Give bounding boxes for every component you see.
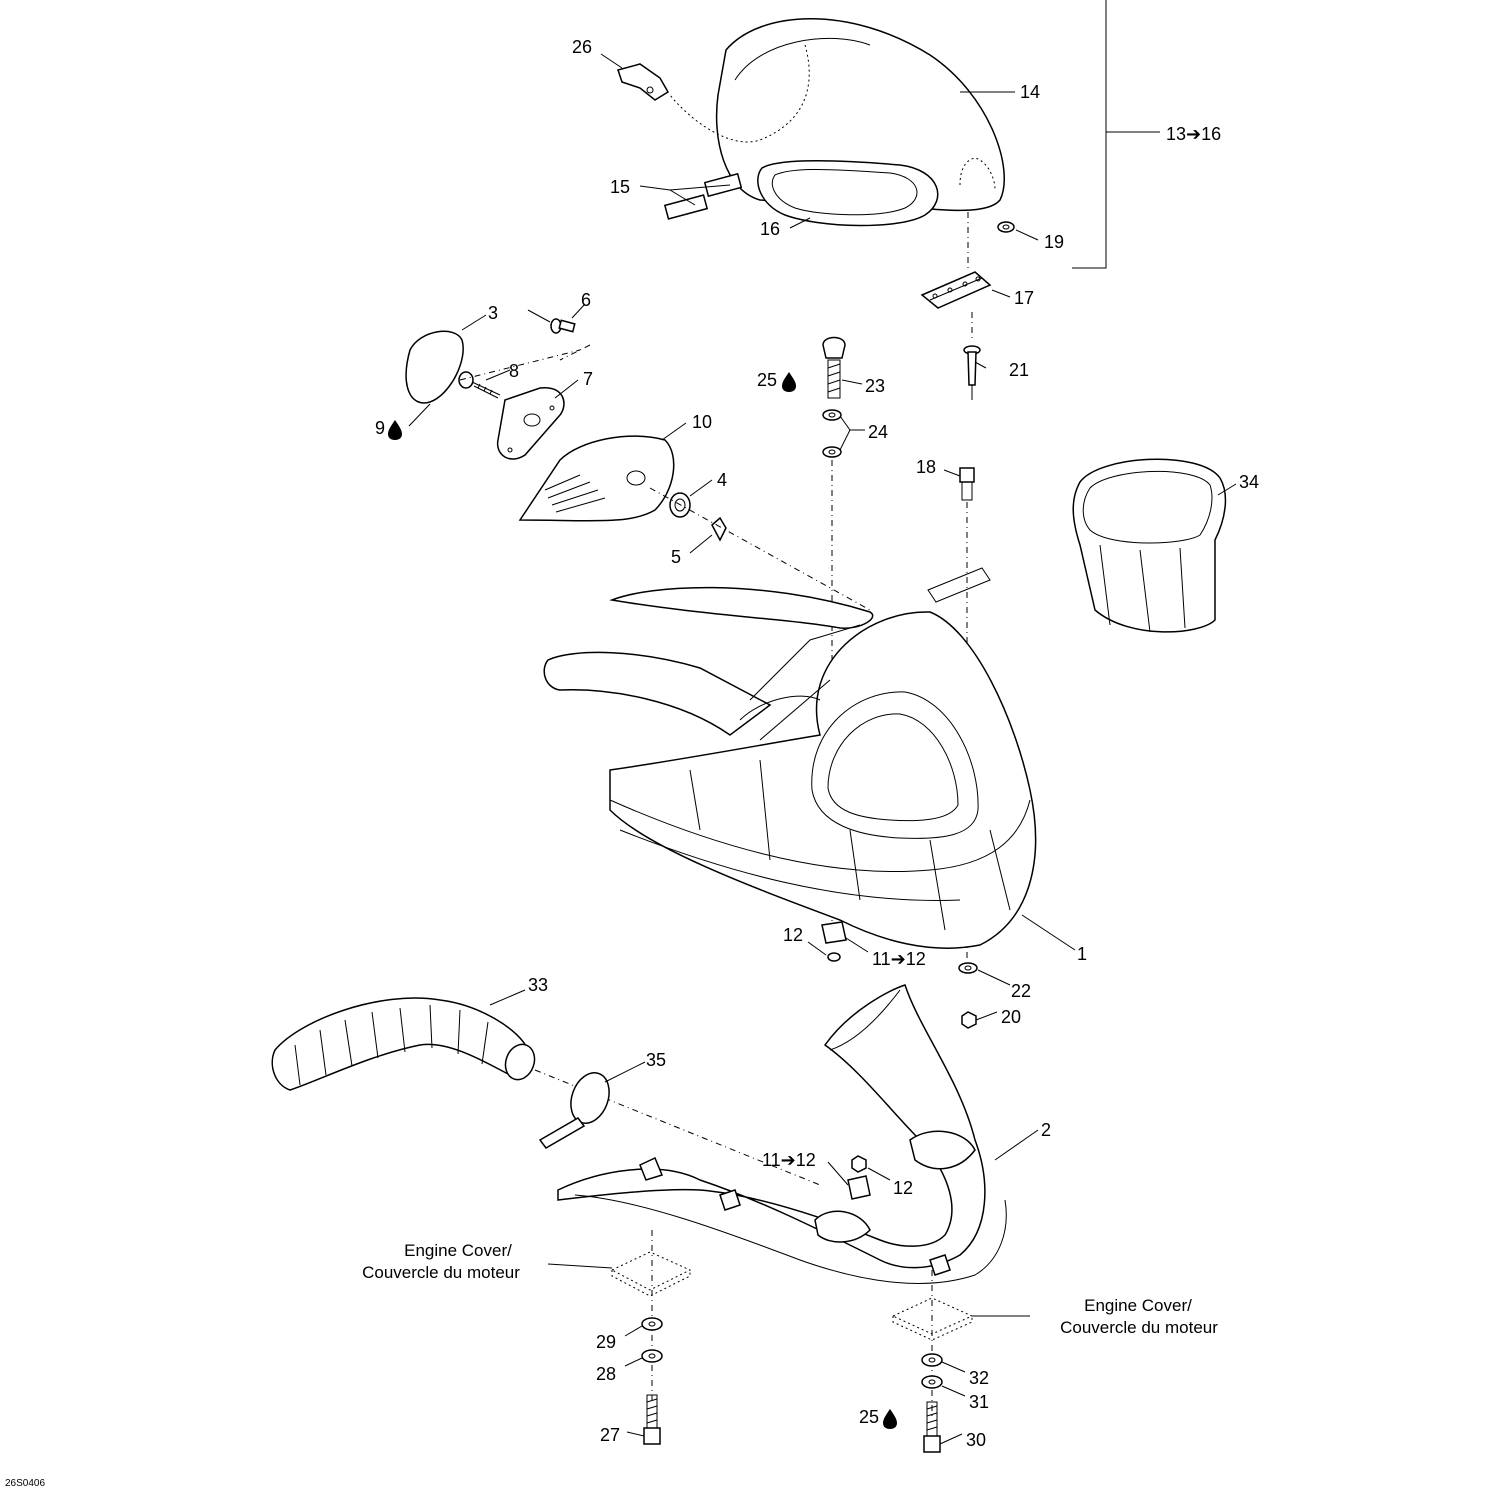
- callout-25-upper: 25: [757, 370, 778, 390]
- engine-cover-note-right: [1060, 1296, 1218, 1337]
- callout-4: 4: [717, 470, 728, 490]
- callout-27: 27: [600, 1425, 621, 1445]
- part-1-front-cover: [544, 588, 1035, 949]
- callout-14: 14: [1020, 82, 1041, 102]
- callout-5: 5: [671, 547, 682, 567]
- callout-13-16: 13➔16: [1166, 124, 1222, 144]
- callout-6: 6: [581, 290, 592, 310]
- callout-11-12-lower: 11➔12: [762, 1150, 816, 1170]
- callout-35: 35: [646, 1050, 667, 1070]
- callout-15: 15: [610, 177, 631, 197]
- part-5-wing-nut: [712, 518, 726, 540]
- engine-cover-left-line1: Engine Cover/: [404, 1241, 512, 1260]
- callout-11-12-upper: 11➔12: [872, 949, 926, 969]
- part-7-mirror-base: [498, 388, 564, 459]
- callout-34: 34: [1239, 472, 1260, 492]
- engine-cover-note-left: [362, 1241, 520, 1282]
- callout-18: 18: [916, 457, 937, 477]
- drop-icon: [883, 1409, 897, 1429]
- part-18-bolt: [960, 468, 974, 500]
- part-24-washers: [823, 410, 841, 457]
- callout-1: 1: [1077, 944, 1088, 964]
- part-8-screw: [459, 372, 500, 398]
- part-17-hinge: [922, 272, 990, 308]
- callout-19: 19: [1044, 232, 1065, 252]
- callout-33: 33: [528, 975, 549, 995]
- callout-16: 16: [760, 219, 781, 239]
- part-6-pin: [528, 310, 575, 333]
- part-31-washer: [922, 1376, 942, 1388]
- callout-7: 7: [583, 369, 594, 389]
- callout-17: 17: [1014, 288, 1035, 308]
- callout-31: 31: [969, 1392, 990, 1412]
- callout-22: 22: [1011, 981, 1032, 1001]
- part-28-washer: [642, 1350, 662, 1362]
- drop-icon: [388, 420, 402, 440]
- part-34-storage-bin: [1073, 459, 1225, 632]
- part-10-mirror-housing: [520, 436, 674, 521]
- callout-29: 29: [596, 1332, 617, 1352]
- callout-12-lower: 12: [893, 1178, 914, 1198]
- callout-20: 20: [1001, 1007, 1022, 1027]
- callout-10: 10: [692, 412, 713, 432]
- callout-3: 3: [488, 303, 499, 323]
- drawing-code: 26S0406: [5, 1478, 46, 1489]
- callout-30: 30: [966, 1430, 987, 1450]
- part-29-washer: [642, 1318, 662, 1330]
- callout-21: 21: [1009, 360, 1030, 380]
- part-33-bellows-hose: [272, 998, 539, 1090]
- callout-9: 9: [375, 418, 386, 438]
- callout-8: 8: [509, 361, 520, 381]
- part-2-lower-cover: [558, 985, 1006, 1283]
- engine-cover-patch-left: [612, 1252, 690, 1296]
- hinge-on-body: [928, 568, 990, 602]
- part-11-nut: [828, 953, 840, 961]
- callout-32: 32: [969, 1368, 990, 1388]
- part-3-mirror: [406, 331, 463, 403]
- part-22-washer: [959, 963, 977, 973]
- callout-26: 26: [572, 37, 593, 57]
- part-12-square-nut-lower: [848, 1176, 870, 1199]
- part-19-washer: [998, 222, 1014, 232]
- assembly-bracket: [1072, 0, 1160, 268]
- drop-icon: [782, 372, 796, 392]
- callout-23: 23: [865, 376, 886, 396]
- callout-2: 2: [1041, 1120, 1052, 1140]
- part-12-square-nut: [822, 922, 846, 943]
- part-16-seat-base: [758, 161, 938, 226]
- callout-28: 28: [596, 1364, 617, 1384]
- part-27-bolt: [644, 1395, 660, 1444]
- callout-25-lower: 25: [859, 1407, 880, 1427]
- part-26-latch: [618, 64, 668, 100]
- part-35-cable-tie: [540, 1067, 616, 1148]
- part-21-rivet: [964, 346, 980, 400]
- engine-cover-left-line2: Couvercle du moteur: [362, 1263, 520, 1282]
- callout-24: 24: [868, 422, 889, 442]
- engine-cover-right-line1: Engine Cover/: [1084, 1296, 1192, 1315]
- part-20-nut: [962, 1012, 976, 1028]
- part-32-washer: [922, 1354, 942, 1366]
- engine-cover-right-line2: Couvercle du moteur: [1060, 1318, 1218, 1337]
- part-11-nut-lower: [852, 1156, 866, 1172]
- part-23-bolt: [823, 338, 845, 399]
- part-15-pads: [665, 174, 741, 219]
- callout-12-upper: 12: [783, 925, 804, 945]
